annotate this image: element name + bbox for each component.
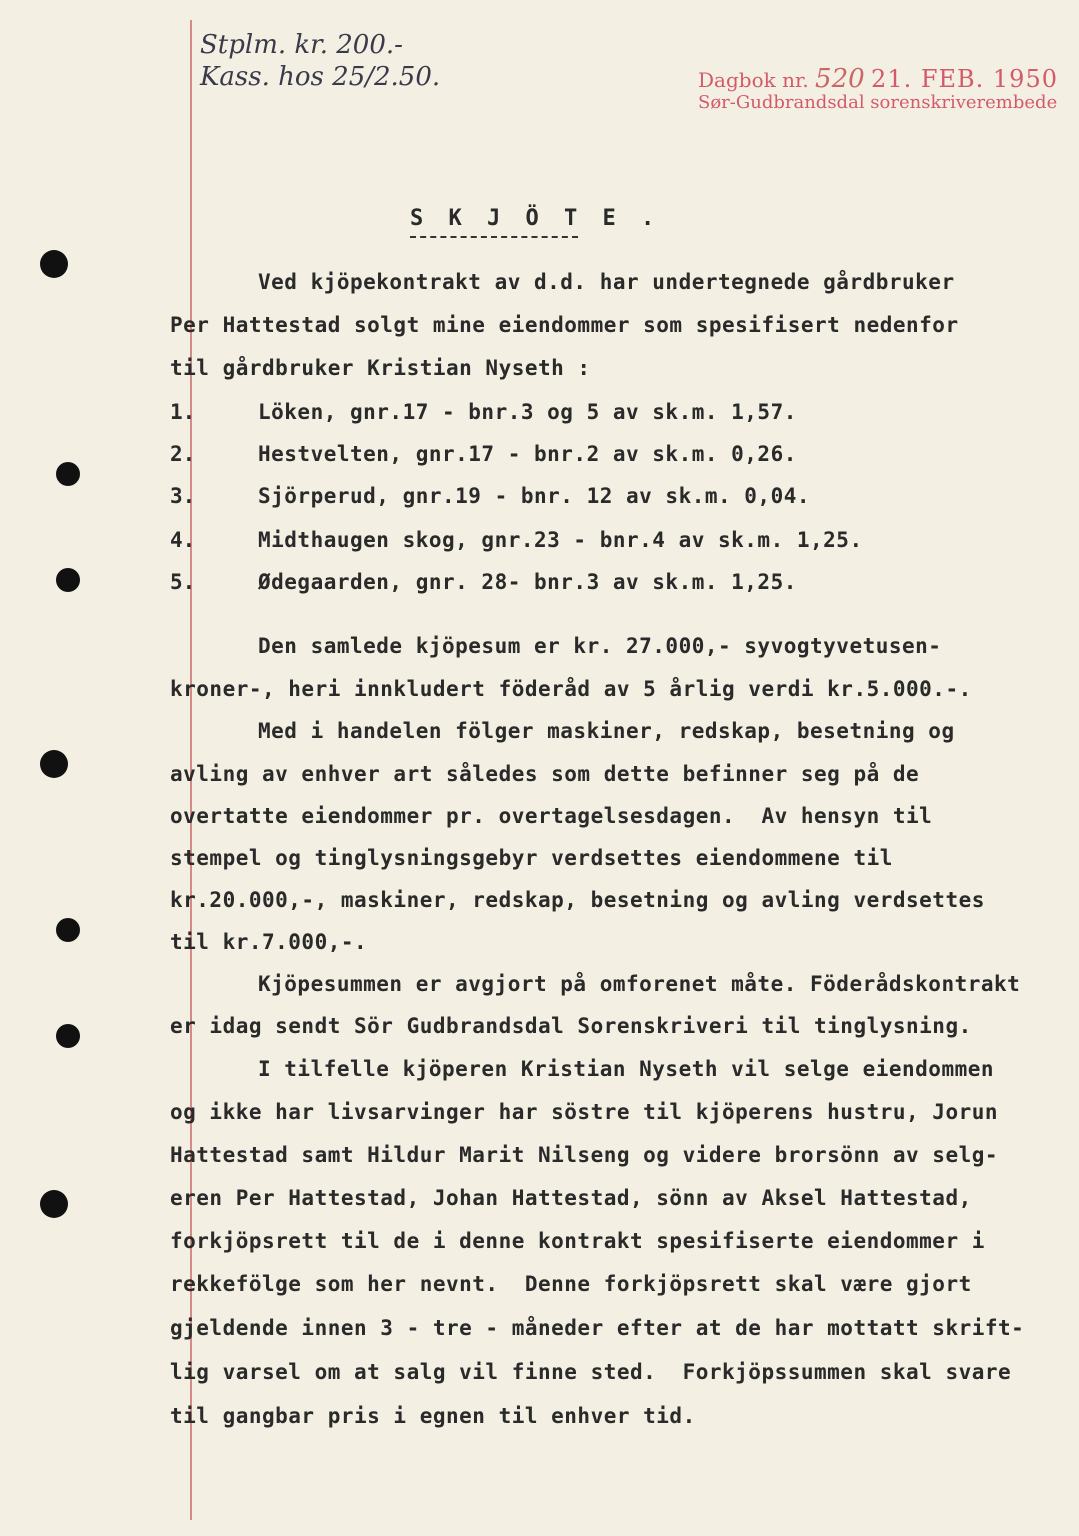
property-number: 2. xyxy=(170,442,196,466)
property-item: Ødegaarden, gnr. 28- bnr.3 av sk.m. 1,25. xyxy=(258,570,797,594)
body-line: eren Per Hattestad, Johan Hattestad, sönn av Aksel Hattestad, xyxy=(170,1186,972,1210)
stamp-date: 21. FEB. 1950 xyxy=(871,65,1058,93)
punch-hole xyxy=(56,462,80,486)
body-line: til kr.7.000,-. xyxy=(170,930,368,954)
body-line: til gangbar pris i egnen til enhver tid. xyxy=(170,1404,696,1428)
body-line: er idag sendt Sör Gudbrandsdal Sorenskriveri til tinglysning. xyxy=(170,1014,972,1038)
body-line: avling av enhver art således som dette befinner seg på de xyxy=(170,762,920,786)
punch-hole xyxy=(56,1024,80,1048)
body-line: I tilfelle kjöperen Kristian Nyseth vil selge eiendommen xyxy=(258,1057,995,1081)
intro-line: Ved kjöpekontrakt av d.d. har undertegnede gårdbruker xyxy=(258,270,955,294)
handwritten-note-line1: Stplm. kr. 200.- xyxy=(200,30,403,60)
body-line: Hattestad samt Hildur Marit Nilseng og videre brorsönn av selg- xyxy=(170,1143,999,1167)
body-line: stempel og tinglysningsgebyr verdsettes eiendommene til xyxy=(170,846,893,870)
body-line: Den samlede kjöpesum er kr. 27.000,- syvogtyvetusen- xyxy=(258,634,942,658)
property-item: Sjörperud, gnr.19 - bnr. 12 av sk.m. 0,04. xyxy=(258,484,811,508)
body-line: gjeldende innen 3 - tre - måneder efter at de har mottatt skrift- xyxy=(170,1316,1025,1340)
body-line: Med i handelen fölger maskiner, redskap, besetning og xyxy=(258,719,955,743)
property-item: Hestvelten, gnr.17 - bnr.2 av sk.m. 0,26. xyxy=(258,442,797,466)
dagbok-number: 520 xyxy=(815,64,865,94)
property-number: 3. xyxy=(170,484,196,508)
body-line: lig varsel om at salg vil finne sted. Forkjöpssummen skal svare xyxy=(170,1360,1012,1384)
property-number: 4. xyxy=(170,528,196,552)
property-item: Löken, gnr.17 - bnr.3 og 5 av sk.m. 1,57. xyxy=(258,400,797,424)
document-title: S K J Ö T E . xyxy=(410,206,661,231)
punch-hole xyxy=(56,918,80,942)
body-line: rekkefölge som her nevnt. Denne forkjöpsrett skal være gjort xyxy=(170,1272,972,1296)
handwritten-note-line2: Kass. hos 25/2.50. xyxy=(200,62,441,92)
property-number: 5. xyxy=(170,570,196,594)
registration-stamp xyxy=(698,64,1058,94)
body-line: og ikke har livsarvinger har söstre til kjöperens hustru, Jorun xyxy=(170,1100,999,1124)
body-line: Kjöpesummen er avgjort på omforenet måte. Föderådskontrakt xyxy=(258,972,1021,996)
body-line: overtatte eiendommer pr. overtagelsesdagen. Av hensyn til xyxy=(170,804,933,828)
intro-line: til gårdbruker Kristian Nyseth : xyxy=(170,356,591,380)
punch-hole xyxy=(40,250,68,278)
body-line: kr.20.000,-, maskiner, redskap, besetning og avling verdsettes xyxy=(170,888,985,912)
property-item: Midthaugen skog, gnr.23 - bnr.4 av sk.m. 1,25. xyxy=(258,528,863,552)
punch-hole xyxy=(56,568,80,592)
punch-hole xyxy=(40,1190,68,1218)
intro-line: Per Hattestad solgt mine eiendommer som spesifisert nedenfor xyxy=(170,313,959,337)
body-line: kroner-, heri innkludert föderåd av 5 årlig verdi kr.5.000.-. xyxy=(170,677,972,701)
body-line: forkjöpsrett til de i denne kontrakt spesifiserte eiendommer i xyxy=(170,1229,985,1253)
stamp-office: Sør-Gudbrandsdal sorenskriverembede xyxy=(698,92,1058,113)
title-underline xyxy=(410,236,578,238)
punch-hole xyxy=(40,750,68,778)
property-number: 1. xyxy=(170,400,196,424)
dagbok-label: Dagbok nr. xyxy=(698,68,809,92)
